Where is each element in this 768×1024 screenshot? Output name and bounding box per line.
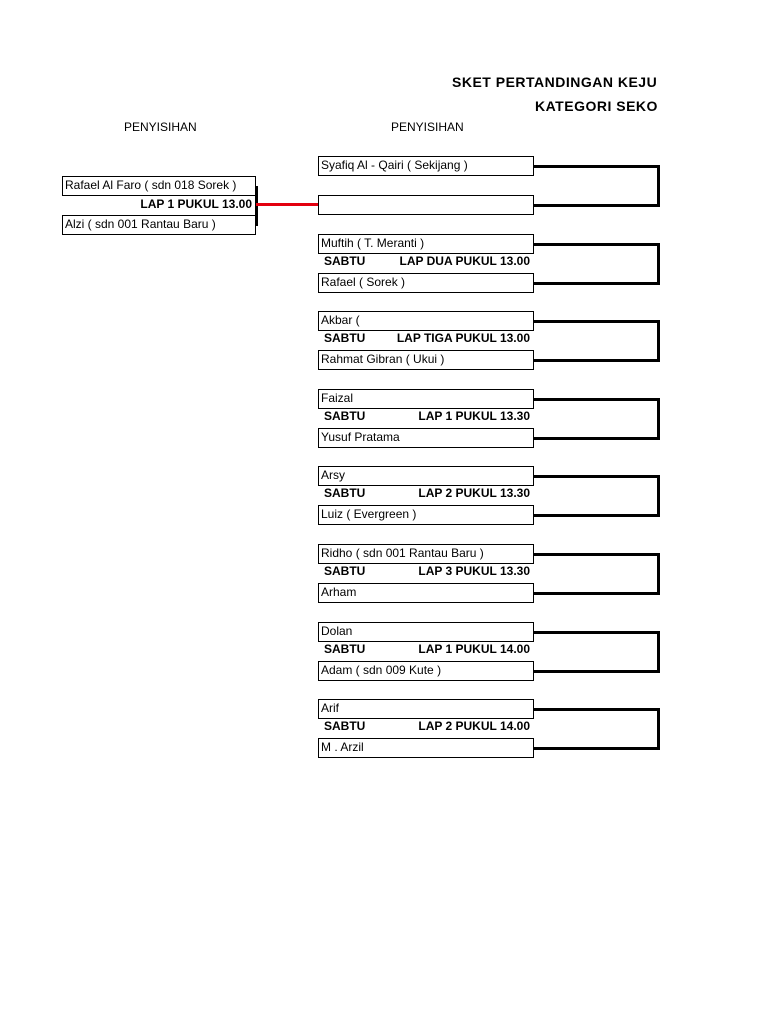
advance-line — [256, 203, 318, 206]
bracket-line-bottom — [533, 670, 660, 673]
bracket-line-top — [533, 475, 660, 478]
match-lap: LAP DUA PUKUL 13.00 — [399, 254, 530, 268]
bracket-line-bottom — [533, 437, 660, 440]
left-match-lap: LAP 1 PUKUL 13.00 — [140, 197, 252, 211]
bracket-line-top — [533, 398, 660, 401]
match-player-top: Muftih ( T. Meranti ) — [318, 234, 534, 254]
match-player-top: Dolan — [318, 622, 534, 642]
match-lap: LAP 1 PUKUL 13.30 — [418, 409, 530, 423]
match-player-bottom: Rahmat Gibran ( Ukui ) — [318, 350, 534, 370]
bracket-line-bottom — [533, 359, 660, 362]
match-lap: LAP 2 PUKUL 14.00 — [418, 719, 530, 733]
bracket-line-top — [533, 243, 660, 246]
bracket-line-bottom — [533, 282, 660, 285]
title-line-1: SKET PERTANDINGAN KEJU — [452, 74, 658, 90]
bracket-line-vertical — [657, 243, 660, 285]
bracket-line-bottom — [533, 204, 660, 207]
match-day: SABTU — [324, 486, 366, 500]
match-day: SABTU — [324, 254, 366, 268]
bracket-line-bottom — [533, 592, 660, 595]
match-player-bottom: Adam ( sdn 009 Kute ) — [318, 661, 534, 681]
left-match-player-top: Rafael Al Faro ( sdn 018 Sorek ) — [62, 176, 256, 196]
bracket-line-vertical — [657, 475, 660, 517]
match-day: SABTU — [324, 564, 366, 578]
bracket-line-vertical — [657, 398, 660, 440]
title-line-2: KATEGORI SEKO — [535, 98, 658, 114]
match-player-top: Arif — [318, 699, 534, 719]
bracket-line-vertical — [657, 708, 660, 750]
match-player-bottom: Rafael ( Sorek ) — [318, 273, 534, 293]
bracket-line-top — [533, 320, 660, 323]
right-column-heading: PENYISIHAN — [391, 120, 464, 134]
bracket-line-vertical — [657, 553, 660, 595]
match-lap: LAP 2 PUKUL 13.30 — [418, 486, 530, 500]
match-day: SABTU — [324, 719, 366, 733]
bracket-line-bottom — [533, 514, 660, 517]
match-day: SABTU — [324, 409, 366, 423]
left-column-heading: PENYISIHAN — [124, 120, 197, 134]
bracket-line-top — [533, 631, 660, 634]
bracket-line-top — [533, 708, 660, 711]
match-player-top: Arsy — [318, 466, 534, 486]
match-player-bottom: Arham — [318, 583, 534, 603]
match-day: SABTU — [324, 642, 366, 656]
left-match-player-bottom: Alzi ( sdn 001 Rantau Baru ) — [62, 215, 256, 235]
bracket-line-top — [533, 553, 660, 556]
match-lap: LAP 1 PUKUL 14.00 — [418, 642, 530, 656]
match-player-top: Akbar ( — [318, 311, 534, 331]
match-lap: LAP 3 PUKUL 13.30 — [418, 564, 530, 578]
left-match-bracket-line — [255, 186, 258, 226]
match-player-top: Faizal — [318, 389, 534, 409]
match-player-top: Ridho ( sdn 001 Rantau Baru ) — [318, 544, 534, 564]
bracket-line-top — [533, 165, 660, 168]
match-player-bottom — [318, 195, 534, 215]
bracket-line-vertical — [657, 165, 660, 207]
bracket-line-vertical — [657, 631, 660, 673]
match-player-top: Syafiq Al - Qairi ( Sekijang ) — [318, 156, 534, 176]
match-player-bottom: M . Arzil — [318, 738, 534, 758]
match-player-bottom: Yusuf Pratama — [318, 428, 534, 448]
match-player-bottom: Luiz ( Evergreen ) — [318, 505, 534, 525]
match-lap: LAP TIGA PUKUL 13.00 — [396, 331, 530, 345]
bracket-line-vertical — [657, 320, 660, 362]
bracket-line-bottom — [533, 747, 660, 750]
match-day: SABTU — [324, 331, 366, 345]
